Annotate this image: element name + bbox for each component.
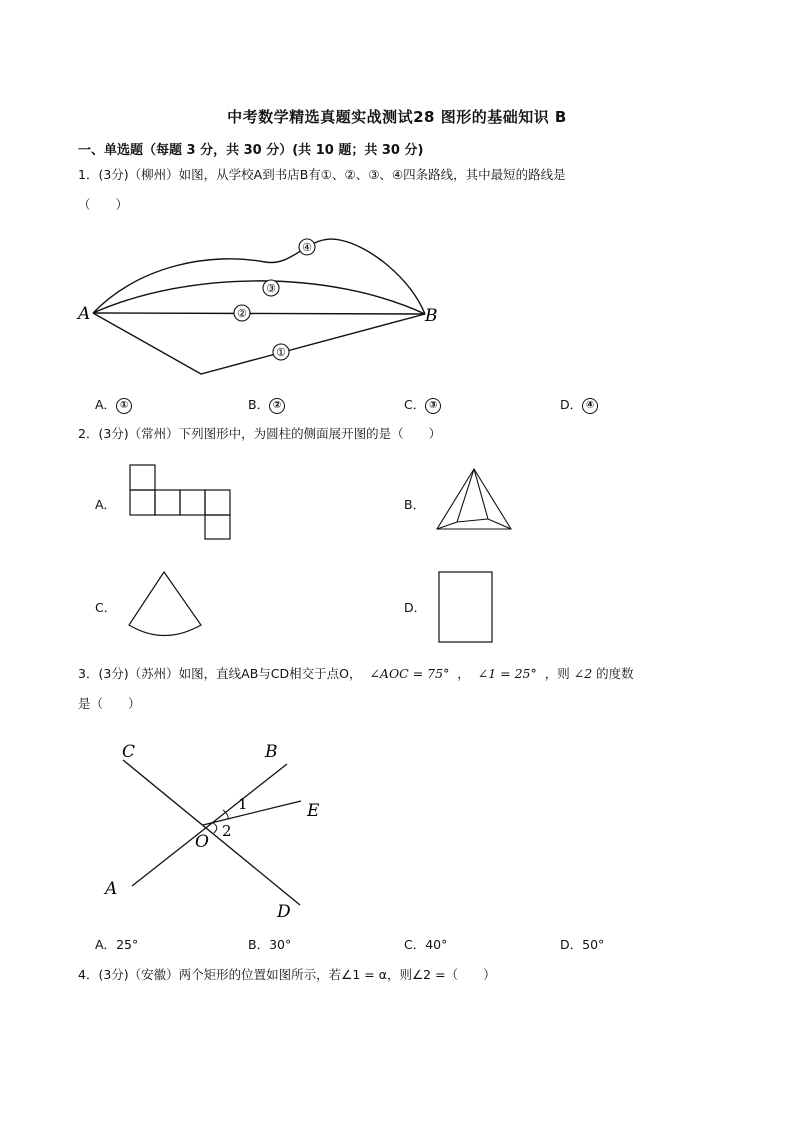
question-2-stem: 2．(3分)（常州）下列图形中，为圆柱的侧面展开图的是（ ）: [78, 426, 442, 441]
option-value: 50°: [582, 937, 605, 952]
question-3-figure: [95, 735, 345, 925]
option-value: 40°: [425, 937, 448, 952]
route-4-label: ④: [302, 241, 312, 254]
question-1-option-c[interactable]: [404, 395, 441, 414]
option-value: ②: [269, 398, 285, 414]
question-1-paren: （ ）: [78, 197, 129, 212]
angle-1: ∠1 = 25°: [477, 666, 537, 681]
option-letter: D．: [560, 397, 583, 412]
question-2-option-a[interactable]: A．: [95, 497, 117, 512]
question-2-figure-a: [128, 463, 232, 541]
question-1-option-d[interactable]: [560, 395, 598, 414]
question-3-option-d[interactable]: [560, 935, 604, 953]
section-heading: 一、单选题（每题 3 分，共 30 分）(共 10 题；共 30 分): [78, 143, 424, 158]
question-1-figure: [70, 230, 450, 385]
question-1-option-b[interactable]: [248, 395, 285, 414]
question-3-stem-line-2: 是（ ）: [78, 696, 141, 711]
question-2-option-b[interactable]: B．: [404, 497, 426, 512]
question-2-figure-c: [126, 570, 206, 640]
question-4-stem: 4．(3分)（安徽）两个矩形的位置如图所示，若∠1 = α，则∠2 =（ ）: [78, 967, 496, 982]
label-a: A: [105, 879, 118, 899]
option-letter: A．: [95, 397, 117, 412]
option-value: 30°: [269, 937, 292, 952]
route-2-path: [93, 313, 425, 314]
angle-2: ∠2: [573, 666, 593, 681]
question-3-option-a[interactable]: [95, 935, 138, 953]
option-value: 25°: [116, 937, 139, 952]
route-1-label: ①: [276, 346, 286, 359]
route-1-path: [93, 313, 425, 374]
ray-oe: [203, 801, 301, 825]
angle-aoc: ∠AOC = 75°: [369, 666, 450, 681]
label-d: D: [277, 902, 291, 922]
option-letter: D．: [560, 937, 583, 952]
option-letter: B．: [248, 397, 270, 412]
question-3-option-b[interactable]: [248, 935, 291, 953]
route-2-label: ②: [237, 307, 247, 320]
option-letter: C．: [404, 937, 426, 952]
route-3-path: [93, 281, 425, 314]
label-o: O: [195, 832, 209, 852]
label-b: B: [265, 742, 278, 762]
route-3-label: ③: [266, 282, 276, 295]
question-2-figure-b: [434, 467, 514, 533]
stem-text: ，则: [544, 666, 570, 681]
point-a-label: A: [78, 304, 91, 324]
separator: ，: [457, 666, 470, 681]
question-2-option-d[interactable]: D．: [404, 600, 427, 615]
line-cd: [123, 760, 300, 905]
question-3-option-c[interactable]: [404, 935, 447, 953]
option-letter: C．: [404, 397, 426, 412]
route-4-path: [93, 239, 425, 314]
label-e: E: [307, 801, 320, 821]
option-value: ④: [582, 398, 598, 414]
line-ab: [132, 764, 287, 886]
question-2-option-c[interactable]: C．: [95, 600, 117, 615]
option-letter: B．: [248, 937, 270, 952]
option-value: ③: [425, 398, 441, 414]
question-1-stem: 1．(3分)（柳州）如图，从学校A到书店B有①、②、③、④四条路线，其中最短的路线是: [78, 167, 566, 182]
question-2-figure-d: [437, 570, 495, 644]
page-title: 中考数学精选真题实战测试28 图形的基础知识 B: [227, 108, 567, 126]
option-letter: A．: [95, 937, 117, 952]
angle-2-label: 2: [222, 822, 232, 840]
option-value: ①: [116, 398, 132, 414]
question-3-stem: [78, 665, 634, 683]
stem-text: 的度数: [596, 666, 634, 681]
point-b-label: B: [425, 306, 438, 326]
label-c: C: [122, 742, 136, 762]
question-1-option-a[interactable]: [95, 395, 132, 414]
stem-text: 3．(3分)（苏州）如图，直线AB与CD相交于点O，: [78, 666, 362, 681]
angle-1-label: 1: [238, 795, 248, 813]
